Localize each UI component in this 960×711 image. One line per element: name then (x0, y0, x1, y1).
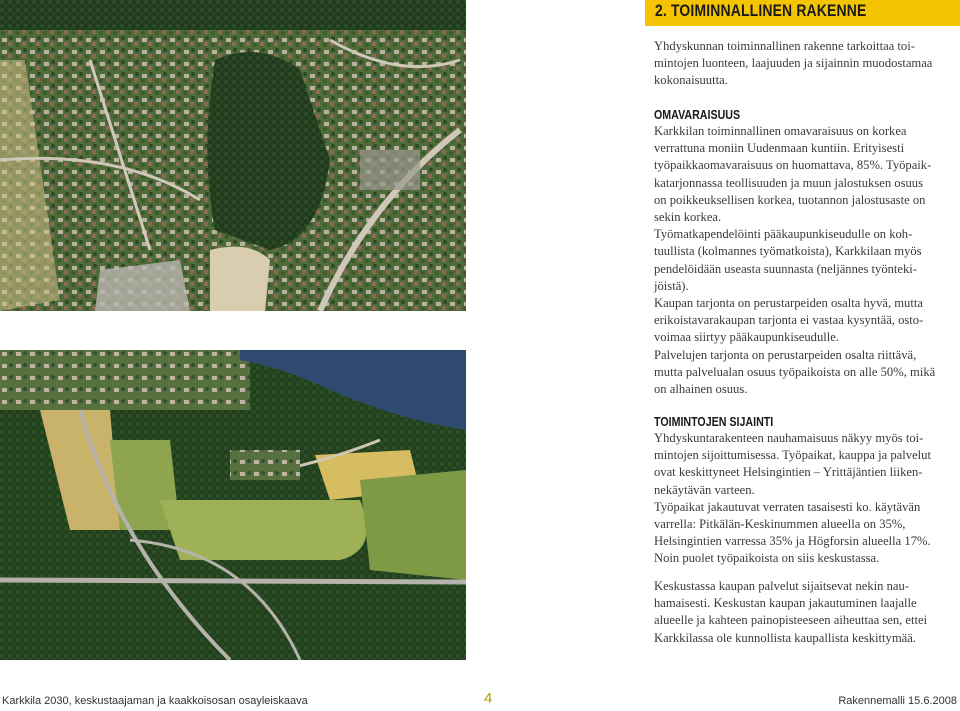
page-number: 4 (484, 690, 493, 707)
intro-paragraph: Yhdyskunnan toiminnallinen rakenne tarkoittaa toi- mintojen luonteen, laajuuden ja sijainnin muodostamaa kokonaisuutta. (654, 39, 933, 88)
intro-block (654, 38, 950, 90)
omavaraisuus-heading: OMAVARAISUUS (654, 107, 741, 122)
omavaraisuus-paragraph-4: Palvelujen tarjonta on perustarpeiden osalta riittävä, mutta palvelualan osuus työpaikoista on alle 50%, mikä on alhainen osuus. (654, 347, 936, 397)
sijainti-paragraph-1: Yhdyskuntarakenteen nauhamaisuus näkyy myös toi- mintojen sijoittumisessa. Työpaikat, kauppa ja palvelut ovat keskittyneet Helsingintien – Yrittäjäntien liiken- nekäytävän varteen. (654, 431, 931, 497)
aerial-photo-fields (0, 350, 466, 660)
footer-date: Rakennemalli 15.6.2008 (838, 695, 957, 707)
sijainti-paragraph-2: Työpaikat jakautuvat verraten tasaisesti ko. käytävän varrella: Pitkälän-Keskinummen alueella on 35%, Helsingintien varressa 35% ja Högforsin alueella 17%. Noin puolet työpaikoista on siis keskustassa. (654, 499, 931, 566)
sijainti-paragraph-3: Keskustassa kaupan palvelut sijaitsevat nekin nau- hamaisesti. Keskustan kaupan jakautuminen laajalle alueelle ja kahteen painopisteeseen aiheuttaa sen, ettei Karkkilassa ole kunnollista kaupallista keskittymää. (654, 579, 928, 645)
omavaraisuus-paragraph-3: Kaupan tarjonta on perustarpeiden osalta hyvä, mutta erikoistavarakaupan tarjonta ei vastaa kysyntää, osto- voimaa siirtyy pääkaupunkiseudulle. (654, 296, 924, 345)
section-title: 2. TOIMINNALLINEN RAKENNE (655, 1, 867, 20)
sijainti-section (654, 414, 950, 568)
omavaraisuus-section (654, 107, 950, 398)
sijainti-heading: TOIMINTOJEN SIJAINTI (654, 414, 774, 429)
omavaraisuus-paragraph-1: Karkkilan toiminnallinen omavaraisuus on korkea verrattuna moniin Uudenmaan kuntiin. Erityisesti työpaikkaomavaraisuus on huomattava, 85%. Työpaik- katarjonnassa teollisuuden ja muun jalostuksen osuus on poikkeuksellisen korkea, tuotannon jalostusaste on sekin korkea. (654, 124, 932, 225)
aerial-photo-town (0, 0, 466, 311)
omavaraisuus-paragraph-2: Työmatkapendelöinti pääkaupunkiseudulle on koh- tuullista (kolmannes työmatkoista), Karkkilaan myös pendelöidään useasta suunnasta (neljännes työnteki- jöistä). (654, 227, 922, 293)
sijainti-section-continued (654, 578, 950, 647)
footer-document-title: Karkkila 2030, keskustaajaman ja kaakkoisosan osayleiskaava (2, 695, 308, 707)
